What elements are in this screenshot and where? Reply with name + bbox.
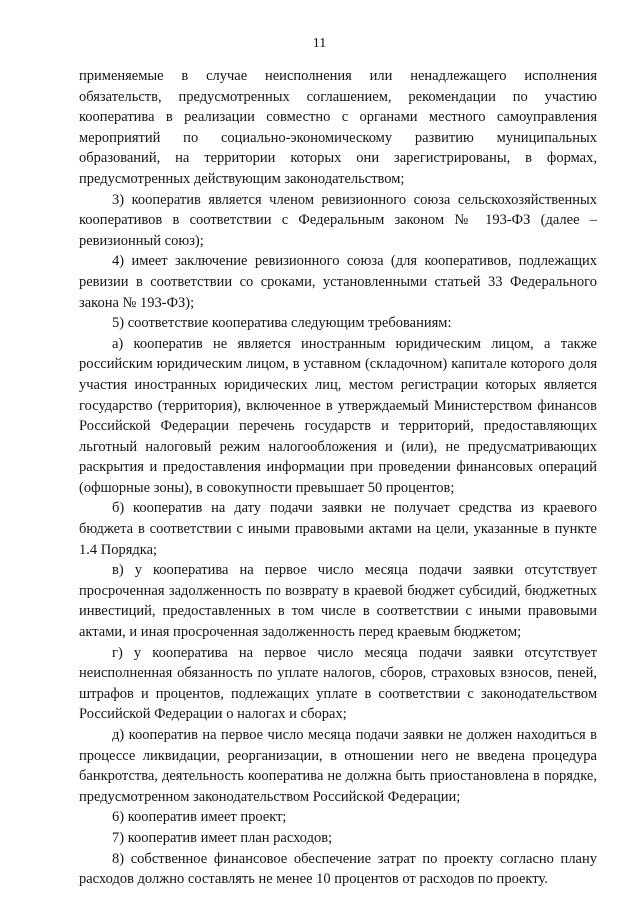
- paragraph-item-6: 6) кооператив имеет проект;: [112, 809, 287, 826]
- paragraph-subitem-g: г) у кооператива на первое число месяца подачи заявки отсутствует неисполненная обязанность по уплате налогов, сборов, страховых взносов, пеней, штрафов и процентов, подлежащих уплате в соответствии с законодательством Российской Федерации о налогах и сборах;: [79, 644, 597, 723]
- page-number: 11: [312, 36, 327, 51]
- paragraph-item-4: 4) имеет заключение ревизионного союза (для кооперативов, подлежащих ревизии в соответствии со сроками, установленными статьей 33 Федерального закона № 193-ФЗ);: [79, 253, 597, 311]
- document-body: [79, 66, 597, 890]
- paragraph-item-3: 3) кооператив является членом ревизионного союза сельскохозяйственных кооперативов в соответствии с Федеральным законом № 193-ФЗ (далее – ревизионный союз);: [79, 191, 597, 249]
- paragraph-item-8: 8) собственное финансовое обеспечение затрат по проекту согласно плану расходов должно составлять не менее 10 процентов от расходов по проекту.: [79, 850, 597, 888]
- paragraph-item-7: 7) кооператив имеет план расходов;: [112, 829, 333, 846]
- paragraph-item-5: 5) соответствие кооператива следующим требованиям:: [112, 315, 452, 332]
- paragraph-subitem-d: д) кооператив на первое число месяца подачи заявки не должен находиться в процессе ликвидации, реорганизации, в отношении него не введена процедура банкротства, деятельность кооператива не должна быть приостановлена в порядке, предусмотренном законодательством Российской Федерации;: [79, 727, 597, 805]
- paragraph-continuation: применяемые в случае неисполнения или ненадлежащего исполнения обязательств, предусмотренных соглашением, рекомендации по участию кооператива в реализации совместно с органами местного самоуправления мероприятий по социально-экономическому развитию муниципальных образований, на территории которых они зарегистрированы, в формах, предусмотренных действующим законодательством;: [79, 68, 597, 187]
- paragraph-subitem-v: в) у кооператива на первое число месяца подачи заявки отсутствует просроченная задолженность по возврату в краевой бюджет субсидий, бюджетных инвестиций, предоставленных в том числе в соответствии с иными правовыми актами, и иная просроченная задолженность перед краевым бюджетом;: [79, 562, 597, 641]
- paragraph-subitem-a: а) кооператив не является иностранным юридическим лицом, а также российским юридическим лицом, в уставном (складочном) капитале которого доля участия иностранных юридических лиц, местом регистрации которых является государство (территория), включенное в утверждаемый Министерством финансов Российской Федерации перечень государств и территорий, предоставляющих льготный налоговый режим налогообложения и (или), не предусматривающих раскрытия и предоставления информации при проведении финансовых операций (офшорные зоны), в совокупности превышает 50 процентов;: [79, 335, 597, 496]
- paragraph-subitem-b: б) кооператив на дату подачи заявки не получает средства из краевого бюджета в соответствии с иными правовыми актами на цели, указанные в пункте 1.4 Порядка;: [79, 500, 597, 558]
